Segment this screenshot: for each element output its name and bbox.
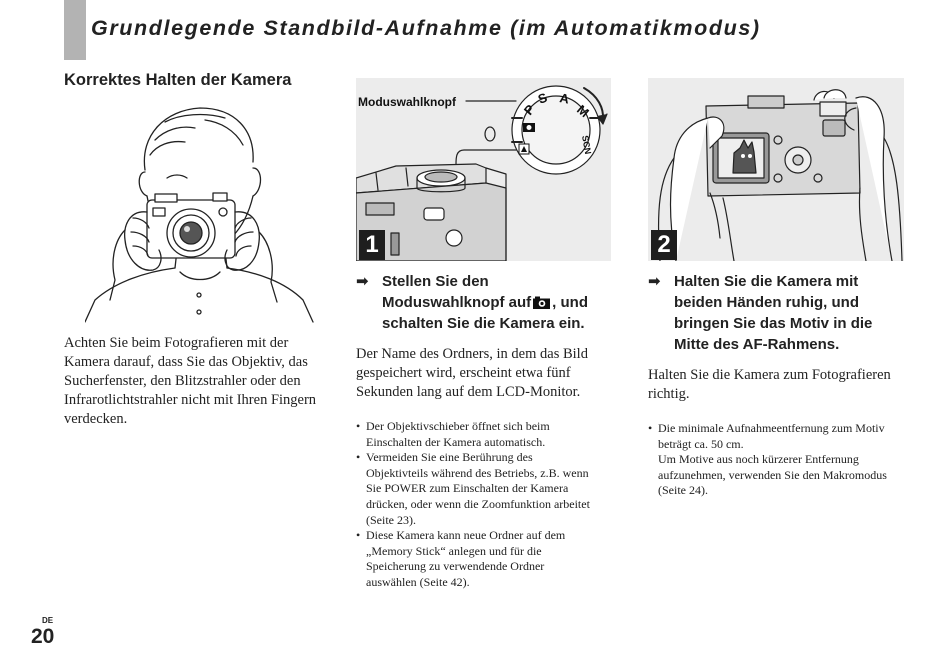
paragraph-line: Sekunden lang auf dem LCD-Monitor. <box>356 384 581 400</box>
dial-letter-s: S <box>535 89 550 107</box>
arrow-right-icon: ➡ <box>356 273 369 290</box>
paragraph-line: Achten Sie beim Fotografieren mit der <box>64 335 289 351</box>
step1-number: 1 <box>359 230 385 260</box>
bullet: • <box>356 419 361 433</box>
page-number: 20 <box>31 625 55 648</box>
step1-heading-line: schalten Sie die Kamera ein. <box>382 315 585 332</box>
mode-dial-label: Moduswahlknopf <box>358 95 456 109</box>
paragraph-line: verdecken. <box>64 411 128 427</box>
arrow-right-icon: ➡ <box>648 273 661 290</box>
paragraph-line: richtig. <box>648 386 690 402</box>
paragraph-line: gespeichert wird, erscheint etwa fünf <box>356 365 571 381</box>
section-heading: Korrektes Halten der Kamera <box>64 71 292 89</box>
paragraph-line: Kamera darauf, dass Sie das Objektiv, das <box>64 354 308 370</box>
step1-heading <box>356 271 616 337</box>
paragraph-line: Sucherfenster, den Blitzstrahler oder den <box>64 373 301 389</box>
step1-heading-line: Stellen Sie den <box>382 273 489 290</box>
step1-illustration-panel <box>356 78 611 261</box>
dial-letter-scn: SCN <box>580 134 594 156</box>
step2-heading <box>648 271 913 357</box>
dial-letter-m: M <box>574 101 593 121</box>
page-title: Grundlegende Standbild-Aufnahme (im Automatikmodus) <box>91 16 761 40</box>
step1-notes <box>356 419 616 591</box>
step2-paragraph <box>648 366 918 404</box>
hands-holding-camera-illustration <box>648 78 904 261</box>
paragraph-line: Der Name des Ordners, in dem das Bild <box>356 346 588 362</box>
step2-heading-line: beiden Händen ruhig, und <box>674 294 859 311</box>
holding-instructions <box>64 334 334 429</box>
step2-heading-line: bringen Sie das Motiv in die <box>674 315 873 332</box>
step2-illustration-panel <box>648 78 904 261</box>
dial-letter-a: A <box>558 90 571 107</box>
person-holding-camera-illustration <box>85 100 315 325</box>
paragraph-line: Infrarotlichtstrahler nicht mit Ihren Fingern <box>64 392 317 408</box>
note-item: • Der Objektivschieber öffnet sich beim Einschalten der Kamera automatisch. <box>356 419 550 449</box>
bullet: • <box>356 450 361 465</box>
dial-letter-p: P <box>520 101 538 118</box>
step2-notes <box>648 421 918 499</box>
title-bar-accent <box>64 0 86 60</box>
language-tag: DE <box>42 616 54 625</box>
camera-icon <box>533 296 550 309</box>
bullet: • <box>648 421 653 435</box>
note-item: • Diese Kamera kann neue Ordner auf dem „Memory Stick“ anlegen und für die Speicherung zu verwendende Ordner auswählen (Seite 42). <box>356 528 566 589</box>
step2-heading-line: Halten Sie die Kamera mit <box>674 273 859 290</box>
step2-number: 2 <box>651 230 677 260</box>
step1-paragraph <box>356 345 616 402</box>
step1-heading-line: Moduswahlknopf auf , und <box>382 294 588 311</box>
step2-heading-line: Mitte des AF-Rahmens. <box>674 336 840 353</box>
note-item: • Vermeiden Sie eine Berührung des Objektivteils während des Betriebs, z.B. wenn Sie POWER zum Einschalten der Kamera drücken, oder wenn die Zoomfunktion arbeitet (Seite 23). <box>356 450 590 527</box>
bullet: • <box>356 528 361 543</box>
note-item: • Die minimale Aufnahmeentfernung zum Motiv beträgt ca. 50 cm. Um Motive aus noch kürzerer Entfernung aufzunehmen, verwenden Sie den Makromodus (Seite 24). <box>648 421 887 498</box>
paragraph-line: Halten Sie die Kamera zum Fotografieren <box>648 367 891 383</box>
